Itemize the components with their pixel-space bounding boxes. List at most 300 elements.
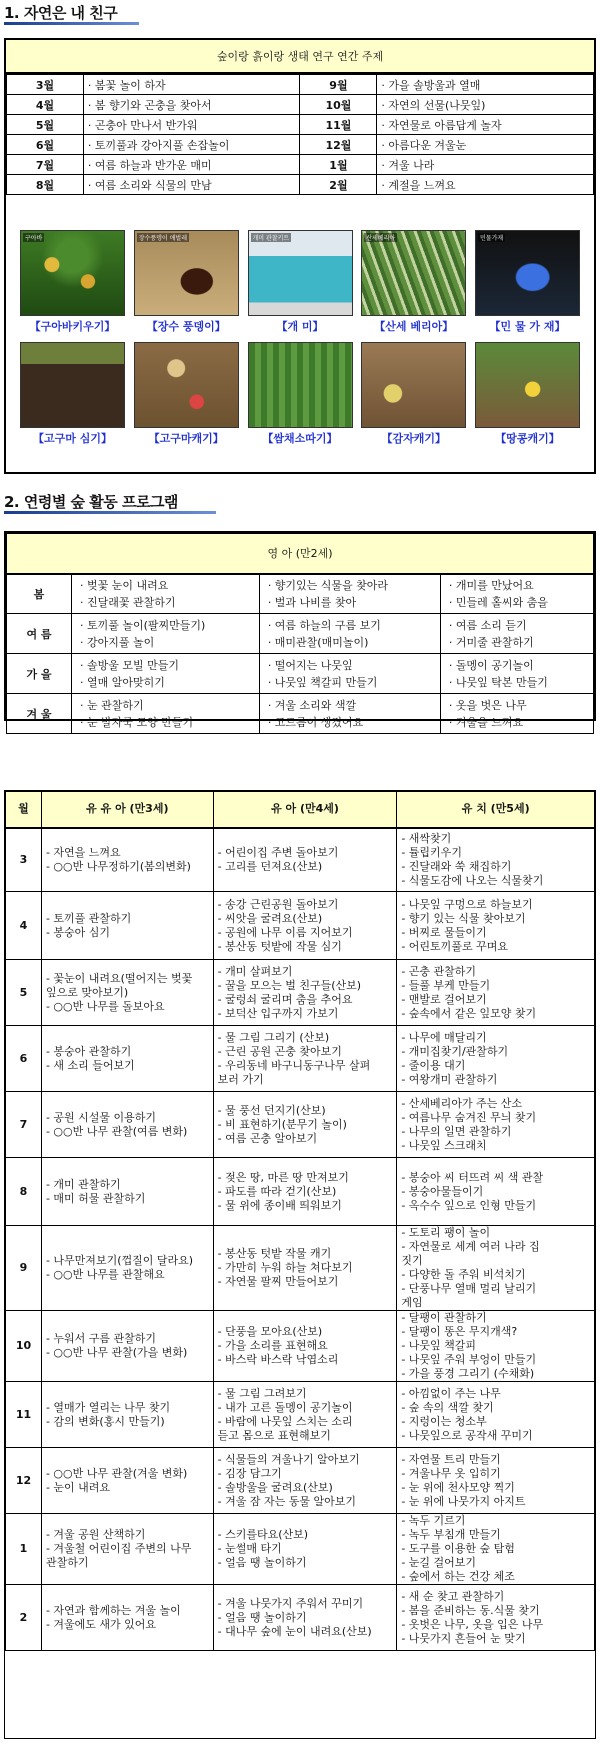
photo-tag: 민물가재 — [480, 235, 504, 242]
activity-cell — [440, 614, 593, 654]
activity-cell — [213, 1382, 397, 1448]
month-label: 11월 — [300, 115, 377, 135]
activity-line: - 송강 근린공원 돌아보기 — [217, 897, 339, 911]
photo-card — [248, 230, 353, 336]
activity-line: - 옷벗은 나무, 옷을 입은 나무 — [401, 1617, 544, 1631]
activity-line: - 버찌로 물들이기 — [401, 925, 487, 939]
activity-line: - 개미 관찰하기 — [45, 1177, 121, 1191]
month-label: 10월 — [300, 95, 377, 115]
month-number: 5 — [6, 960, 42, 1026]
month-theme: · 가을 솔방울과 열매 — [377, 75, 594, 95]
activity-cell — [41, 1226, 213, 1311]
activity-line: - 젖은 땅, 마른 땅 만져보기 — [217, 1170, 349, 1184]
activity-line: - 눈길 걸어보기 — [401, 1556, 477, 1569]
activity-line: - 근린 공원 곤충 찾아보기 — [217, 1044, 342, 1058]
activity-line: - 산세베리아가 주는 산소 — [401, 1096, 523, 1110]
activity-line: - ○○반 나무 관찰(겨울 변화) — [45, 1466, 188, 1480]
photo-card — [248, 342, 353, 448]
section-1-heading — [4, 2, 117, 23]
month-theme: · 봄 향기와 곤충을 찾아서 — [83, 95, 300, 115]
activity-line: - 얼음 땡 놀이하기 — [217, 1610, 307, 1624]
activity-line: - 새싹찾기 — [401, 831, 452, 845]
photo-caption: 【감자캐기】 — [381, 432, 446, 445]
activity-line: - 김장 담그기 — [217, 1466, 282, 1480]
month-label: 3월 — [7, 75, 84, 95]
activity-line: - 나뭇잎 책갈피 — [401, 1339, 477, 1352]
season-row — [7, 614, 594, 654]
activity-cell — [397, 1026, 595, 1092]
monthly-theme-table — [6, 74, 594, 195]
photo-caption: 【산세 베리아】 — [374, 320, 454, 333]
month-theme: · 아름다운 겨울눈 — [377, 135, 594, 155]
activity-line: - 누워서 구름 관찰하기 — [45, 1332, 157, 1345]
activity-line: · 눈 발자국 모양 만들기 — [80, 715, 194, 729]
activity-cell — [72, 574, 260, 614]
theme-table-title: 숲이랑 흙이랑 생태 연구 연간 주제 — [6, 40, 594, 74]
month-number: 3 — [6, 828, 42, 892]
activity-line: - 내가 고른 돌멩이 공기놀이 — [217, 1400, 353, 1414]
activity-line: - 나뭇잎 주워 부엉이 만들기 — [401, 1353, 537, 1366]
activity-cell — [213, 1026, 397, 1092]
activity-line: - 향기 있는 식물 찾아보기 — [401, 911, 526, 925]
activity-line: - 고리를 던져요(산보) — [217, 859, 323, 873]
activity-line: - 씨앗을 굴려요(산보) — [217, 911, 323, 925]
activity-line: · 여름 소리 듣기 — [448, 618, 527, 632]
photo-image — [20, 230, 125, 316]
theme-row — [7, 95, 594, 115]
activity-cell — [213, 1448, 397, 1514]
infant-program-table — [6, 533, 594, 734]
activity-line: - 단풍을 모아요(산보) — [217, 1325, 323, 1338]
activity-cell — [440, 654, 593, 694]
activity-line: - 얼음 땡 놀이하기 — [217, 1556, 307, 1569]
activity-line: - 식물들의 겨울나기 알아보기 — [217, 1452, 360, 1466]
activity-line: - 봉산동 텃밭 작물 캐기 — [217, 1247, 332, 1260]
activity-line: - 물 위에 종이배 띄워보기 — [217, 1198, 342, 1212]
activity-line: - 도토리 팽이 놀이 — [401, 1226, 491, 1239]
theme-row — [7, 115, 594, 135]
activity-line: - 자연물 트리 만들기 — [401, 1452, 501, 1466]
month-row — [6, 1448, 595, 1514]
infant-table-title: 영 아 (만2세) — [7, 534, 594, 574]
activity-line: - 솔방울을 굴려요(산보) — [217, 1480, 333, 1494]
activity-line: - 숲 속의 색깔 찾기 — [401, 1400, 494, 1414]
activity-line: - 겨울철 어린이집 주변의 나무 — [45, 1542, 192, 1555]
activity-line: · 솔방울 모빌 만들기 — [80, 658, 179, 672]
activity-line: · 나뭇잎 책갈피 만들기 — [267, 675, 378, 689]
month-row — [6, 1311, 595, 1382]
activity-cell — [213, 1514, 397, 1585]
season-label: 여 름 — [7, 614, 72, 654]
activity-cell — [41, 1382, 213, 1448]
activity-line: 관찰하기 — [45, 1556, 89, 1569]
photo-tag: 개미 관찰키트 — [252, 235, 290, 242]
activity-line: · 고드름이 생겼어요 — [267, 715, 364, 729]
photo-tag: 산세베리아 — [366, 235, 396, 242]
month-theme: · 겨울 나라 — [377, 155, 594, 175]
activity-cell — [41, 1158, 213, 1226]
month-row — [6, 1514, 595, 1585]
month-label: 8월 — [7, 175, 84, 195]
activity-line: - 봉숭아 관찰하기 — [45, 1044, 132, 1058]
activity-cell — [259, 654, 440, 694]
activity-line: - 겨울 공원 산책하기 — [45, 1528, 146, 1541]
activity-line: - 굴렁쇠 굴리며 춤을 추어요 — [217, 992, 353, 1006]
activity-line: · 벌과 나비를 찾아 — [267, 595, 357, 609]
activity-cell — [259, 614, 440, 654]
activity-line: - 토끼풀 관찰하기 — [45, 911, 132, 925]
activity-cell — [41, 1514, 213, 1585]
activity-line: 보러 가기 — [217, 1072, 264, 1086]
month-number: 2 — [6, 1585, 42, 1651]
activity-cell — [213, 1311, 397, 1382]
theme-row — [7, 135, 594, 155]
photo-caption: 【구아바키우기】 — [29, 320, 116, 333]
month-theme: · 계절을 느껴요 — [377, 175, 594, 195]
activity-line: - 숲에서 하는 건강 체조 — [401, 1570, 515, 1583]
activity-line: - 물 그림 그려보기 — [217, 1386, 307, 1400]
activity-cell — [397, 1448, 595, 1514]
activity-line: - 겨울나무 옷 입히기 — [401, 1466, 501, 1480]
photo-card — [361, 230, 466, 336]
activity-line: - 파도를 따라 걷기(산보) — [217, 1184, 337, 1198]
month-row — [6, 960, 595, 1026]
month-row — [6, 828, 595, 892]
activity-line: - 달팽이 관찰하기 — [401, 1311, 487, 1324]
activity-line: - 가을 풍경 그리기 (수채화) — [401, 1367, 535, 1380]
activity-line: - 가을 소리를 표현해요 — [217, 1339, 328, 1352]
age-program-table — [5, 791, 595, 1651]
infant-program-box — [4, 531, 596, 729]
activity-line: 듣고 몸으로 표현해보기 — [217, 1428, 331, 1442]
activity-line: - ○○반 나무정하기(봄의변화) — [45, 859, 191, 873]
activity-line: - 여왕개미 관찰하기 — [401, 1072, 498, 1086]
activity-line: - 나뭇잎 구멍으로 하늘보기 — [401, 897, 533, 911]
activity-cell — [397, 1382, 595, 1448]
activity-line: · 벚꽃 눈이 내려요 — [80, 578, 169, 592]
activity-cell — [397, 1226, 595, 1311]
activity-line: · 돌멩이 공기놀이 — [448, 658, 534, 672]
photo-caption: 【장수 풍뎅이】 — [146, 320, 226, 333]
header-age3: 유 유 아 (만3세) — [41, 792, 213, 828]
activity-line: - 눈 위에 천사모양 찍기 — [401, 1480, 515, 1494]
photo-caption: 【고구마캐기】 — [148, 432, 224, 445]
season-row — [7, 654, 594, 694]
activity-line: - 옥수수 잎으로 인형 만들기 — [401, 1198, 537, 1212]
activity-line: - ○○반 나무를 돌보아요 — [45, 999, 165, 1013]
activity-cell — [41, 1448, 213, 1514]
activity-line: - 공원에 나무 이름 지어보기 — [217, 925, 353, 939]
activity-line: · 여름 하늘의 구름 보기 — [267, 618, 381, 632]
activity-line: - 공원 시설물 이용하기 — [45, 1110, 157, 1124]
photo-image — [134, 230, 239, 316]
photo-card — [475, 230, 580, 336]
month-label: 9월 — [300, 75, 377, 95]
month-number: 12 — [6, 1448, 42, 1514]
activity-line: - 물 그림 그리기 (산보) — [217, 1030, 330, 1044]
activity-cell — [397, 1158, 595, 1226]
month-row — [6, 1585, 595, 1651]
theme-row — [7, 155, 594, 175]
activity-line: - 비 표현하기(분무기 놀이) — [217, 1117, 347, 1131]
month-row — [6, 1092, 595, 1158]
activity-line: - 바스락 바스락 낙엽소리 — [217, 1353, 339, 1366]
photo-card — [20, 342, 125, 448]
activity-line: - 진달래와 쑥 채집하기 — [401, 859, 512, 873]
activity-cell — [397, 960, 595, 1026]
activity-line: - 다양한 돌 주워 비석치기 — [401, 1268, 526, 1281]
activity-line: - 나뭇가지 흔들어 눈 맞기 — [401, 1631, 526, 1645]
activity-line: - 겨울 잠 자는 동물 알아보기 — [217, 1494, 357, 1508]
section-1-title: 1. 자연은 내 친구 — [4, 4, 118, 22]
activity-line: - 봄을 준비하는 동.식물 찾기 — [401, 1603, 540, 1617]
activity-line: - 봉숭아 씨 터뜨려 씨 색 관찰 — [401, 1170, 544, 1184]
theme-box — [4, 38, 596, 474]
photo-image — [134, 342, 239, 428]
activity-line: - 아낌없이 주는 나무 — [401, 1386, 501, 1400]
activity-line: - 개미 살펴보기 — [217, 964, 293, 978]
activity-line: - 여름나무 숨겨진 무늬 찾기 — [401, 1110, 537, 1124]
activity-line: - 단풍나무 열매 멀리 날리기 — [401, 1282, 537, 1295]
photo-image — [475, 230, 580, 316]
activity-line: - 줄이용 대기 — [401, 1058, 466, 1072]
month-row — [6, 1158, 595, 1226]
activity-line: - 나뭇잎 스크래치 — [401, 1138, 487, 1152]
activity-cell — [213, 1226, 397, 1311]
activity-cell — [41, 828, 213, 892]
activity-line: - 보덕산 입구까지 가보기 — [217, 1006, 339, 1020]
month-label: 1월 — [300, 155, 377, 175]
month-theme: · 여름 소리와 식물의 만남 — [83, 175, 300, 195]
activity-line: - 감의 변화(홍시 만들기) — [45, 1414, 165, 1428]
activity-line: - 녹두 기르기 — [401, 1514, 466, 1527]
heading-underline — [4, 22, 139, 25]
month-theme: · 곤충아 만나서 반가워 — [83, 115, 300, 135]
activity-cell — [41, 960, 213, 1026]
activity-line: - 도구를 이용한 숲 탐험 — [401, 1542, 515, 1555]
photo-card — [361, 342, 466, 448]
activity-line: · 거미줄 관찰하기 — [448, 635, 534, 649]
activity-cell — [397, 1092, 595, 1158]
month-number: 7 — [6, 1092, 42, 1158]
activity-cell — [213, 960, 397, 1026]
photo-caption: 【쌈채소따기】 — [262, 432, 338, 445]
month-theme: · 여름 하늘과 반가운 매미 — [83, 155, 300, 175]
activity-line: - 들풀 부케 만들기 — [401, 978, 491, 992]
month-row — [6, 892, 595, 960]
season-row — [7, 694, 594, 734]
photo-image — [20, 342, 125, 428]
activity-line: - 자연과 함께하는 겨울 놀이 — [45, 1603, 181, 1617]
activity-line: - 녹두 부침개 만들기 — [401, 1528, 501, 1541]
activity-line: - 자연물로 세계 여러 나라 집 — [401, 1240, 540, 1253]
month-label: 2월 — [300, 175, 377, 195]
activity-line: · 개미를 만났어요 — [448, 578, 534, 592]
activity-line: - 봉숭아 심기 — [45, 925, 111, 939]
activity-line: - 열매가 열리는 나무 찾기 — [45, 1400, 171, 1414]
activity-line: · 옷을 벗은 나무 — [448, 698, 527, 712]
month-theme: · 자연물로 아름답게 놀자 — [377, 115, 594, 135]
month-theme: · 봄꽃 놀이 하자 — [83, 75, 300, 95]
activity-line: - 나무에 매달리기 — [401, 1030, 487, 1044]
activity-cell — [213, 828, 397, 892]
activity-cell — [213, 1158, 397, 1226]
activity-line: - 눈 위에 나뭇가지 아지트 — [401, 1494, 526, 1508]
activity-line: - 식물도감에 나오는 식물찾기 — [401, 873, 544, 887]
activity-cell — [213, 1092, 397, 1158]
activity-cell — [397, 828, 595, 892]
activity-line: - 봉산동 텃밭에 작물 심기 — [217, 939, 342, 953]
activity-cell — [397, 892, 595, 960]
activity-line: - 숲속에서 같은 잎모양 찾기 — [401, 1006, 537, 1020]
activity-line: · 강아지풀 놀이 — [80, 635, 155, 649]
activity-line: - 튤립키우기 — [401, 845, 462, 859]
photo-image — [248, 230, 353, 316]
activity-line: - 가만히 누워 하늘 쳐다보기 — [217, 1261, 353, 1274]
section-2-title: 2. 연령별 숲 활동 프로그램 — [4, 493, 178, 511]
activity-line: · 진달래꽃 관찰하기 — [80, 595, 176, 609]
activity-line: - 겨울 나뭇가지 주워서 꾸미기 — [217, 1596, 364, 1610]
activity-cell — [440, 574, 593, 614]
theme-row — [7, 175, 594, 195]
activity-line: - 대나무 숲에 눈이 내려요(산보) — [217, 1624, 372, 1638]
activity-line: - 자연물 팔찌 만들어보기 — [217, 1275, 339, 1288]
activity-cell — [213, 892, 397, 960]
activity-line: - 꿀을 모으는 벌 친구들(산보) — [217, 978, 362, 992]
month-number: 8 — [6, 1158, 42, 1226]
photo-card — [134, 230, 239, 336]
photo-image — [475, 342, 580, 428]
month-label: 7월 — [7, 155, 84, 175]
activity-cell — [213, 1585, 397, 1651]
activity-line: · 나뭇잎 탁본 만들기 — [448, 675, 548, 689]
month-label: 5월 — [7, 115, 84, 135]
activity-line: · 민들레 홀씨와 춤을 — [448, 595, 548, 609]
activity-line: - 나무만져보기(껍질이 달라요) — [45, 1254, 194, 1267]
activity-line: - 나무의 일면 관찰하기 — [401, 1124, 512, 1138]
season-label: 봄 — [7, 574, 72, 614]
activity-line: 잎으로 맞아보기) — [45, 985, 129, 999]
activity-line: - ○○반 나무 관찰(여름 변화) — [45, 1124, 188, 1138]
activity-line: - 곤충 관찰하기 — [401, 964, 477, 978]
activity-line: · 떨어지는 나뭇잎 — [267, 658, 353, 672]
activity-cell — [397, 1585, 595, 1651]
activity-line: - 스키를타요(산보) — [217, 1528, 309, 1541]
activity-line: - 꽃눈이 내려요(떨어지는 벚꽃 — [45, 971, 193, 985]
activity-line: - 자연을 느껴요 — [45, 845, 121, 859]
heading-underline — [4, 511, 216, 514]
activity-line: - 어린토끼풀로 꾸며요 — [401, 939, 508, 953]
activity-cell — [41, 892, 213, 960]
activity-line: - 봉숭아물들이기 — [401, 1184, 484, 1198]
activity-line: · 토끼풀 놀이(팔찌만들기) — [80, 618, 206, 632]
activity-line: · 겨울을 느껴요 — [448, 715, 524, 729]
activity-line: - 맨발로 걸어보기 — [401, 992, 487, 1006]
month-number: 6 — [6, 1026, 42, 1092]
activity-line: · 매미관찰(매미놀이) — [267, 635, 369, 649]
photo-image — [248, 342, 353, 428]
activity-line: 게임 — [401, 1296, 423, 1309]
photo-card — [20, 230, 125, 336]
month-label: 12월 — [300, 135, 377, 155]
month-row — [6, 1382, 595, 1448]
month-theme: · 자연의 선물(나뭇잎) — [377, 95, 594, 115]
activity-line: - ○○반 나무를 관찰해요 — [45, 1268, 165, 1281]
age-program-box — [4, 790, 596, 1739]
activity-cell — [440, 694, 593, 734]
photo-caption: 【고구마 심기】 — [33, 432, 112, 445]
activity-cell — [41, 1026, 213, 1092]
month-theme: · 토끼풀과 강아지풀 손잡놀이 — [83, 135, 300, 155]
month-label: 6월 — [7, 135, 84, 155]
photo-tag: 구아바 — [25, 235, 43, 242]
activity-line: - 겨울에도 새가 있어요 — [45, 1617, 157, 1631]
activity-line: · 향기있는 식물을 찾아라 — [267, 578, 389, 592]
photo-image — [361, 230, 466, 316]
activity-cell — [72, 694, 260, 734]
activity-line: - 나뭇잎으로 공작새 꾸미기 — [401, 1428, 533, 1442]
photo-card — [134, 342, 239, 448]
activity-line: - 지렁이는 청소부 — [401, 1414, 487, 1428]
photo-caption: 【땅콩캐기】 — [495, 432, 560, 445]
activity-cell — [259, 574, 440, 614]
activity-line: - 바람에 나뭇잎 스치는 소리 — [217, 1414, 353, 1428]
activity-cell — [259, 694, 440, 734]
month-number: 9 — [6, 1226, 42, 1311]
photo-image — [361, 342, 466, 428]
photo-caption: 【민 물 가 재】 — [489, 320, 566, 333]
activity-line: 짓기 — [401, 1254, 423, 1267]
header-age4: 유 아 (만4세) — [213, 792, 397, 828]
photo-card — [475, 342, 580, 448]
header-age5: 유 치 (만5세) — [397, 792, 595, 828]
month-label: 4월 — [7, 95, 84, 115]
activity-cell — [397, 1514, 595, 1585]
activity-line: - 개미집찾기/관찰하기 — [401, 1044, 509, 1058]
month-number: 10 — [6, 1311, 42, 1382]
activity-line: · 열매 알아맞히기 — [80, 675, 165, 689]
activity-line: - 달팽이 똥은 무지개색? — [401, 1325, 518, 1338]
activity-cell — [72, 614, 260, 654]
photo-tag: 장수풍뎅이 애벌레 — [138, 235, 188, 242]
photo-gallery — [20, 230, 580, 454]
theme-row — [7, 75, 594, 95]
month-number: 11 — [6, 1382, 42, 1448]
season-row — [7, 574, 594, 614]
activity-line: · 눈 관찰하기 — [80, 698, 144, 712]
month-row — [6, 1026, 595, 1092]
activity-line: - 새 순 찾고 관찰하기 — [401, 1589, 505, 1603]
activity-line: - ○○반 나무 관찰(가을 변화) — [45, 1346, 188, 1359]
activity-cell — [397, 1311, 595, 1382]
activity-line: - 눈이 내려요 — [45, 1480, 111, 1494]
photo-caption: 【개 미】 — [276, 320, 324, 333]
section-2-heading — [4, 491, 178, 512]
activity-line: - 여름 곤충 알아보기 — [217, 1131, 318, 1145]
month-row — [6, 1226, 595, 1311]
activity-cell — [41, 1585, 213, 1651]
activity-cell — [41, 1311, 213, 1382]
month-number: 1 — [6, 1514, 42, 1585]
activity-line: - 매미 허물 관찰하기 — [45, 1191, 146, 1205]
activity-line: - 눈썰매 타기 — [217, 1542, 282, 1555]
activity-line: - 새 소리 들어보기 — [45, 1058, 135, 1072]
activity-line: - 어린이집 주변 돌아보기 — [217, 845, 339, 859]
activity-line: - 우리동네 바구니동구나무 살펴 — [217, 1058, 371, 1072]
activity-line: - 물 풍선 던지기(산보) — [217, 1103, 326, 1117]
activity-cell — [41, 1092, 213, 1158]
activity-line: · 겨울 소리와 색깔 — [267, 698, 357, 712]
